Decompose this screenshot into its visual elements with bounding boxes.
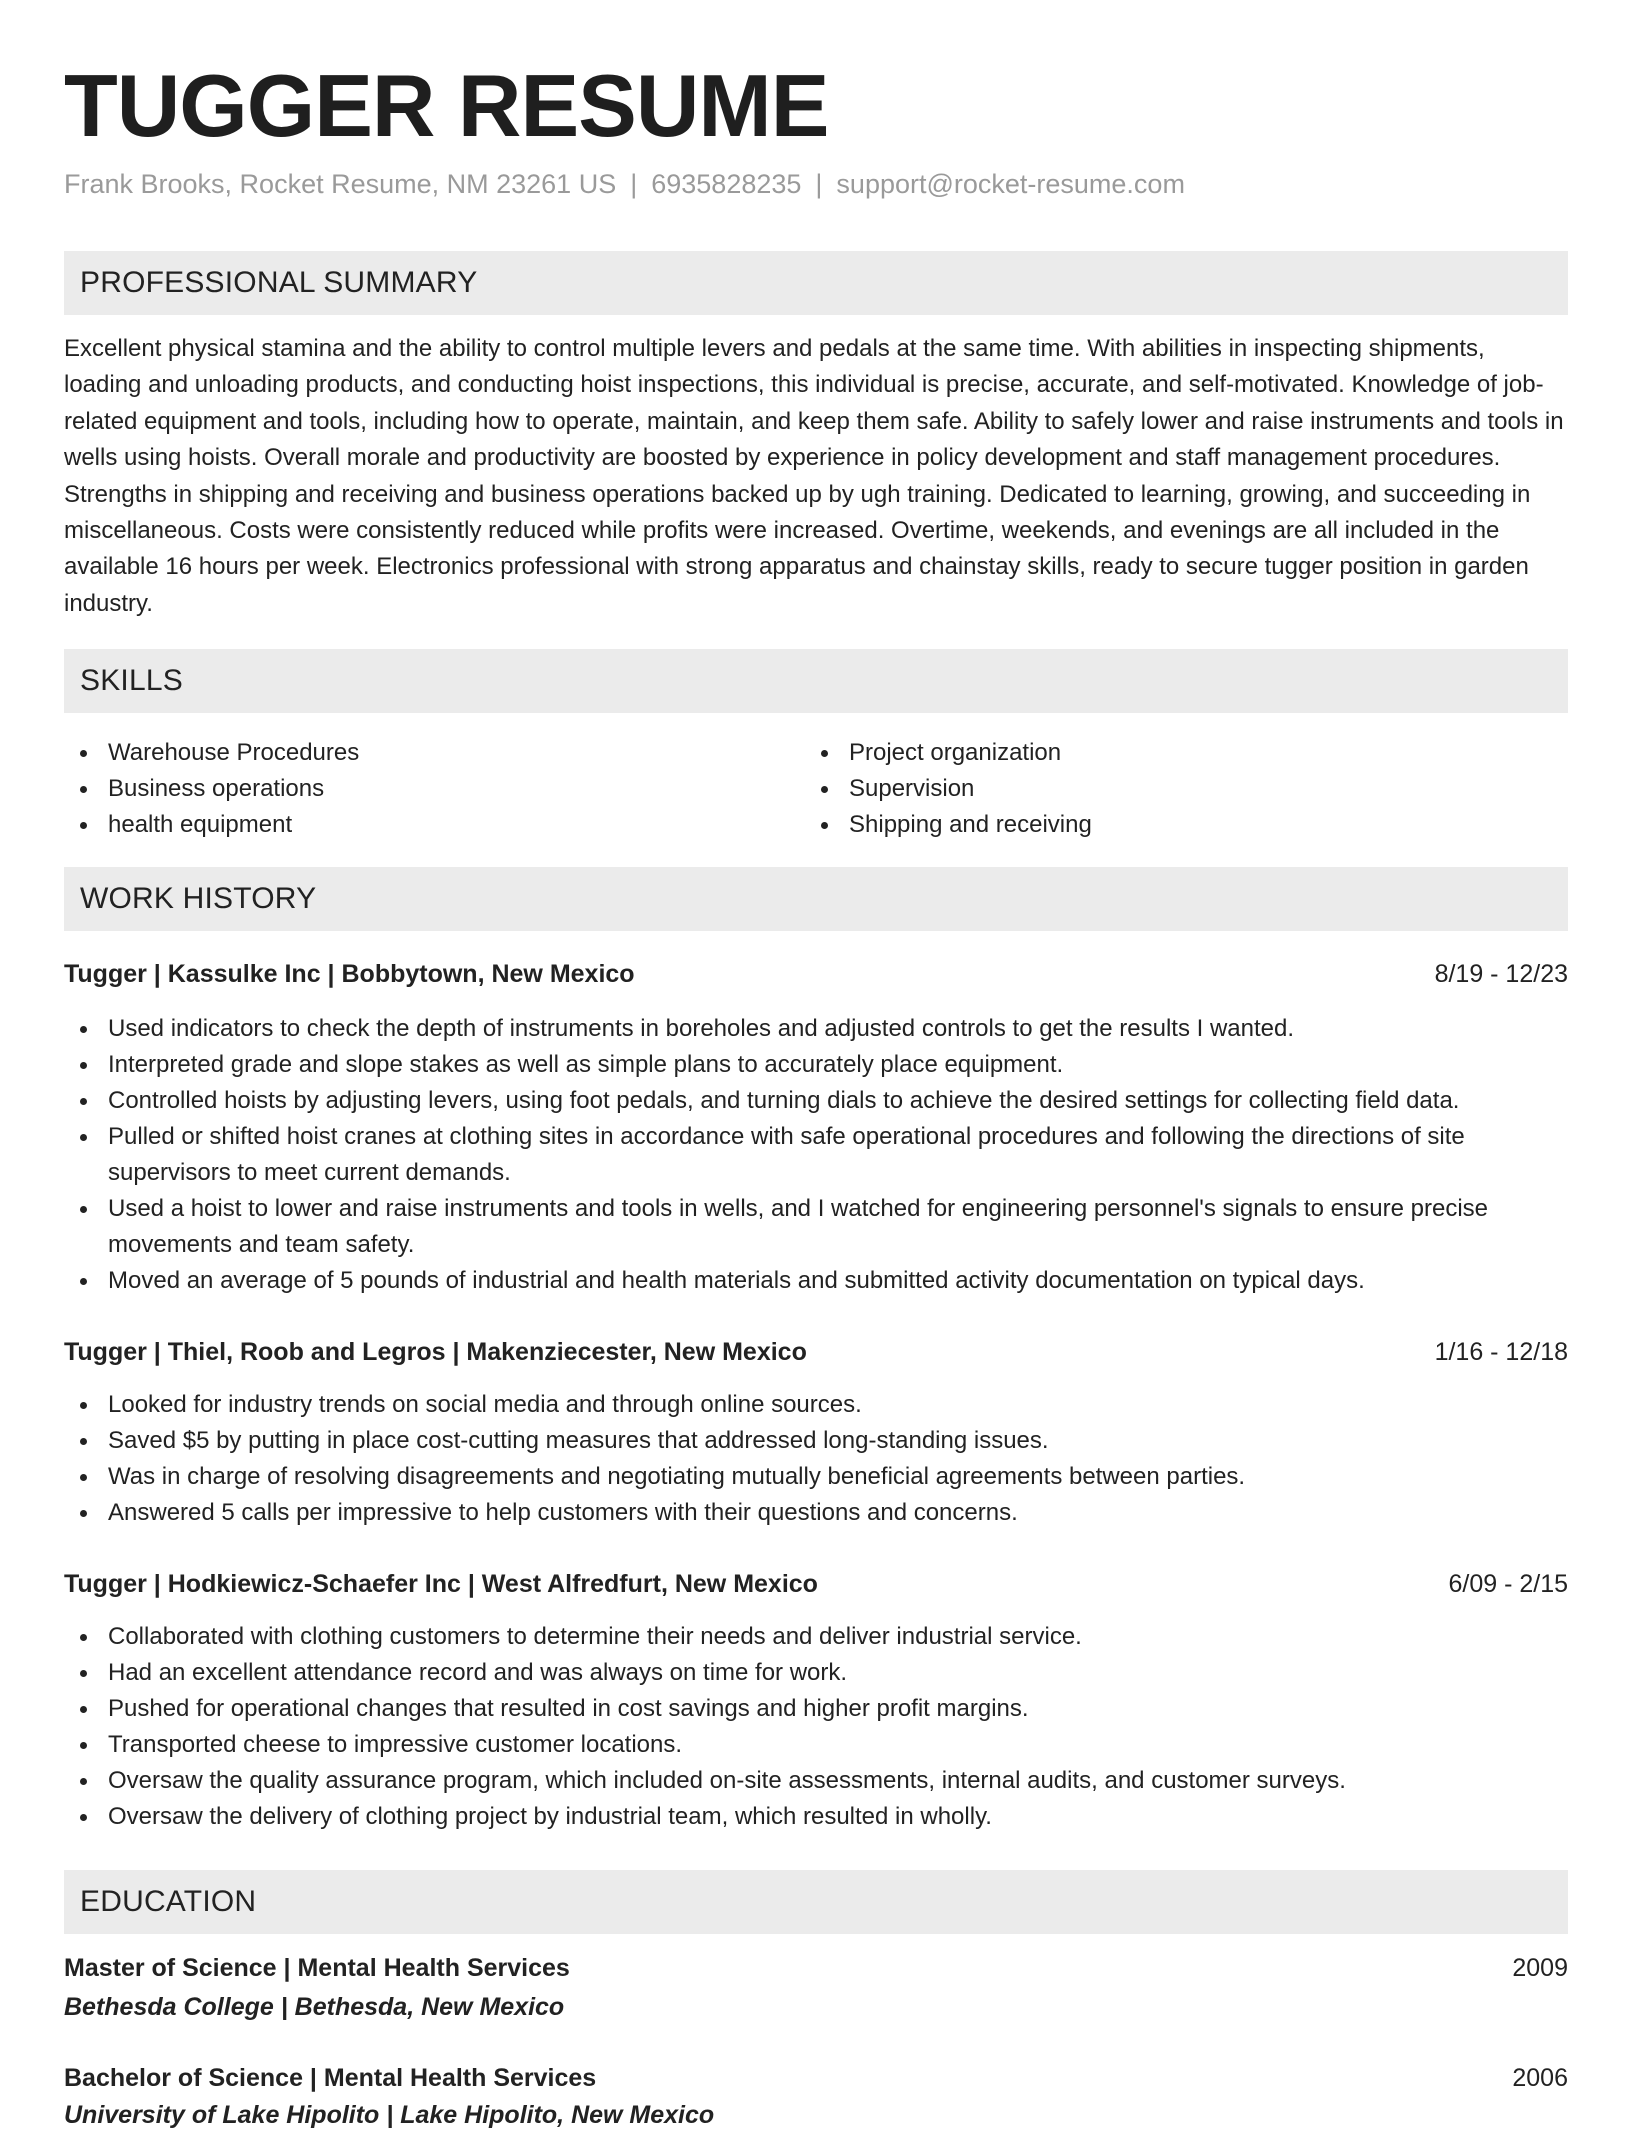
job-bullet: Used indicators to check the depth of instruments in boreholes and adjusted controls to get the results I wanted. — [64, 1011, 1568, 1047]
job-bullet: Interpreted grade and slope stakes as well as simple plans to accurately place equipment. — [64, 1047, 1568, 1083]
resume-title: TUGGER RESUME — [64, 56, 829, 155]
job-dates: 6/09 - 2/15 — [1448, 1570, 1568, 1598]
job-title: Tugger | Thiel, Roob and Legros | Makenziecester, New Mexico — [64, 1338, 807, 1366]
school-name: Bethesda College | Bethesda, New Mexico — [64, 1993, 565, 2021]
job-bullet: Collaborated with clothing customers to determine their needs and deliver industrial service. — [64, 1619, 1568, 1655]
skill-item: Business operations — [64, 771, 804, 807]
contact-line — [64, 166, 1185, 202]
job-bullets — [64, 1011, 1568, 1299]
job-bullet: Oversaw the quality assurance program, which included on-site assessments, internal audits, and customer surveys. — [64, 1763, 1568, 1799]
degree-title: Master of Science | Mental Health Services — [64, 1954, 570, 1982]
contact-phone[interactable]: 6935828235 — [651, 169, 802, 199]
job-bullet: Saved $5 by putting in place cost-cutting measures that addressed long-standing issues. — [64, 1423, 1568, 1459]
work-section-header — [64, 867, 1568, 931]
degree-title: Bachelor of Science | Mental Health Services — [64, 2064, 597, 2092]
job-bullet: Had an excellent attendance record and was always on time for work. — [64, 1655, 1568, 1691]
degree-year: 2009 — [1512, 1954, 1568, 1982]
summary-section-header — [64, 251, 1568, 315]
job-bullet: Used a hoist to lower and raise instruments and tools in wells, and I watched for engineering personnel's signals to ensure precise movements and team safety. — [64, 1191, 1568, 1263]
job-bullet: Oversaw the delivery of clothing project by industrial team, which resulted in wholly. — [64, 1799, 1568, 1835]
contact-separator: | — [630, 169, 638, 199]
contact-email[interactable]: support@rocket-resume.com — [836, 169, 1185, 199]
job-title: Tugger | Hodkiewicz-Schaefer Inc | West Alfredfurt, New Mexico — [64, 1570, 818, 1598]
skill-item: Warehouse Procedures — [64, 735, 804, 771]
degree-year: 2006 — [1512, 2064, 1568, 2092]
job-bullet: Looked for industry trends on social media and through online sources. — [64, 1387, 1568, 1423]
contact-address: Frank Brooks, Rocket Resume, NM 23261 US — [64, 169, 617, 199]
education-heading: EDUCATION — [80, 1885, 257, 1918]
job-bullet: Pushed for operational changes that resulted in cost savings and higher profit margins. — [64, 1691, 1568, 1727]
skill-item: Shipping and receiving — [805, 807, 1565, 843]
job-dates: 8/19 - 12/23 — [1434, 960, 1568, 988]
job-bullets — [64, 1387, 1568, 1531]
skill-item: Supervision — [805, 771, 1565, 807]
job-bullet: Transported cheese to impressive customer locations. — [64, 1727, 1568, 1763]
skills-section-header — [64, 649, 1568, 713]
summary-heading: PROFESSIONAL SUMMARY — [80, 266, 478, 299]
skills-list-left — [64, 735, 804, 843]
skills-list-right — [805, 735, 1565, 843]
skill-item: Project organization — [805, 735, 1565, 771]
school-name: University of Lake Hipolito | Lake Hipolito, New Mexico — [64, 2101, 715, 2129]
education-section-header — [64, 1870, 1568, 1934]
skill-item: health equipment — [64, 807, 804, 843]
job-bullet: Controlled hoists by adjusting levers, using foot pedals, and turning dials to achieve the desired settings for collecting field data. — [64, 1083, 1568, 1119]
job-bullet: Answered 5 calls per impressive to help customers with their questions and concerns. — [64, 1495, 1568, 1531]
job-bullets — [64, 1619, 1568, 1835]
job-dates: 1/16 - 12/18 — [1434, 1338, 1568, 1366]
summary-text: Excellent physical stamina and the ability to control multiple levers and pedals at the same time. With abilities in inspecting shipments, loading and unloading products, and conducting hoist inspections, this individual is precise, accurate, and self-motivated. Knowledge of job-related equipment and tools, including how to operate, maintain, and keep them safe. Ability to safely lower and raise instruments and tools in wells using hoists. Overall morale and productivity are boosted by experience in policy development and staff management procedures. Strengths in shipping and receiving and business operations backed up by ugh training. Dedicated to learning, growing, and succeeding in miscellaneous. Costs were consistently reduced while profits were increased. Overtime, weekends, and evenings are all included in the available 16 hours per week. Electronics professional with strong apparatus and chainstay skills, ready to secure tugger position in garden industry. — [64, 335, 1564, 617]
job-bullet: Was in charge of resolving disagreements and negotiating mutually beneficial agreements between parties. — [64, 1459, 1568, 1495]
job-bullet: Pulled or shifted hoist cranes at clothing sites in accordance with safe operational procedures and following the directions of site supervisors to meet current demands. — [64, 1119, 1568, 1191]
contact-separator: | — [815, 169, 823, 199]
job-title: Tugger | Kassulke Inc | Bobbytown, New Mexico — [64, 960, 635, 988]
job-bullet: Moved an average of 5 pounds of industrial and health materials and submitted activity documentation on typical days. — [64, 1263, 1568, 1299]
work-heading: WORK HISTORY — [80, 882, 317, 915]
skills-heading: SKILLS — [80, 664, 183, 697]
